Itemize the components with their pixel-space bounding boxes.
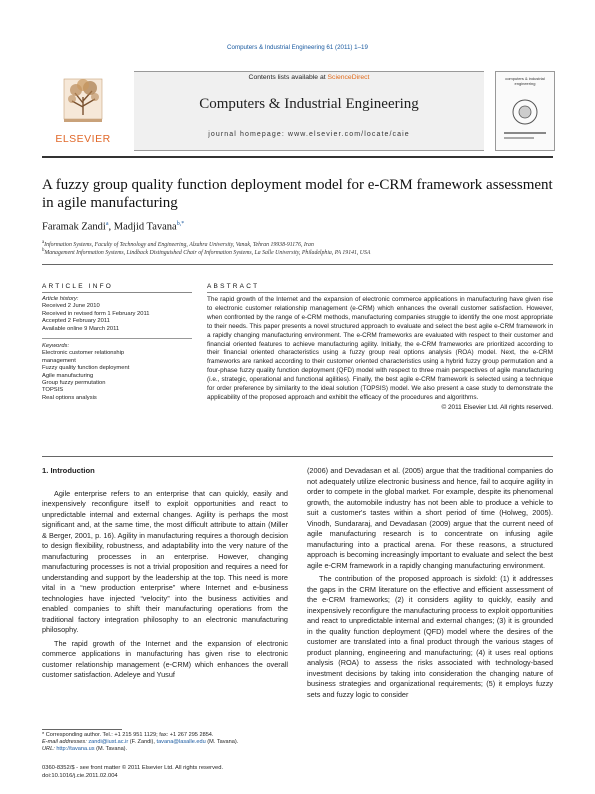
body-paragraph: The rapid growth of the Internet and the expansion of electronic commerce applications in manufacturing has given rise to electronic customer relationship management (e-CRM) which enhances the overall customer satisfaction. Adeleye and Yusuf (42, 638, 288, 679)
info-divider (42, 338, 192, 339)
keyword-item: Group fuzzy permutation (42, 380, 106, 387)
sciencedirect-link[interactable]: ScienceDirect (327, 74, 370, 81)
footnote (42, 732, 288, 753)
abstract-heading-rule (207, 292, 553, 293)
body-divider (42, 456, 553, 457)
section-divider (42, 264, 553, 265)
email-label: E-mail addresses: (42, 739, 89, 745)
journal-header (42, 71, 553, 149)
info-heading-rule (42, 292, 192, 293)
journal-reference[interactable]: Computers & Industrial Engineering 61 (2011) 1–19 (227, 44, 368, 51)
history-label: Article history: (42, 296, 79, 302)
affiliation-a (42, 240, 553, 248)
author-name[interactable]: Madjid Tavana (113, 221, 177, 233)
body-paragraph: (2006) and Devadasan et al. (2005) argue that the traditional companies do not adequately utilize electronic business and hence, fail to acquire agility in order to compete in the global market. For example, despite its phenomenal growth, the automobile industry has not been able to produce a vehicle to suit a customer's tastes within a short period of time (Holweg, 2005). Vinodh, Sundararaj, and Devadasan (2009) argue that the current need of agile manufacturing research is to concentrate on infusing agile manufacturing into a practical arena. For these reasons, a structured approach is becoming increasingly important to evaluate and select the best agile e-CRM framework in a rapidly changing manufacturing environment. (307, 466, 553, 570)
affiliation-marker: b (42, 248, 45, 253)
article-info-heading: ARTICLE INFO (42, 283, 114, 290)
header-divider (42, 156, 553, 158)
history-item: Received 2 June 2010 (42, 303, 100, 310)
affiliation-b (42, 248, 553, 256)
keyword-item: Agile manufacturing (42, 372, 94, 379)
doi-link[interactable]: doi:10.1016/j.cie.2011.02.004 (42, 773, 118, 779)
footnote-rule (42, 729, 122, 730)
corresponding-author: * Corresponding author. Tel.: +1 215 951 1129; fax: +1 267 295 2854. (42, 732, 214, 738)
elsevier-logo (42, 75, 124, 145)
elsevier-tree-icon (42, 75, 124, 131)
abstract-text: The rapid growth of the Internet and the expansion of electronic commerce applications in manufacturing have given rise to electronic customer relationship management (e-CRM) which enhances the overall customer satisfaction. However, when confronted by the range of e-CRM methods, manufacturing companies struggle to identify the one most appropriate to their needs. This paper presents a novel structured approach to evaluate and select the best agile e-CRM framework in a rapidly changing manufacturing environment. The e-CRM frameworks are evaluated with respect to their customer and financial oriented features to achieve manufacturing agility. Initially, the e-CRM frameworks are prioritized according to their financial oriented characteristics using a fuzzy group real options analysis (ROA) model. Next, the e-CRM frameworks are ranked according to their customer oriented characteristics using a hybrid fuzzy group permutation and a four-phase fuzzy quality function deployment (QFD) model with respect to three main perspectives of agile manufacturing (i.e., strategic, operational and functional agilities). Finally, the best agile e-CRM framework is selected using a technique for order preference by similarity to the ideal solution (TOPSIS) model. We also present a case study to demonstrate the applicability of the proposed approach and exhibit the efficacy of the procedures and algorithms. (207, 296, 553, 401)
section-heading: 1. Introduction (42, 466, 95, 475)
article-info (42, 296, 192, 402)
email-link[interactable]: zandi@iust.ac.ir (88, 739, 129, 745)
author-name[interactable]: Faramak Zandi (42, 221, 106, 233)
issn-line: 0360-8352/$ - see front matter © 2011 Elsevier Ltd. All rights reserved. (42, 765, 224, 771)
affiliation-marker[interactable]: a (105, 221, 109, 227)
affiliation-marker[interactable]: b,* (176, 221, 185, 227)
email-link[interactable]: tavana@lasalle.edu (156, 739, 206, 745)
article-title: A fuzzy group quality function deployment model for e-CRM framework assessment in agile manufacturing (42, 177, 553, 211)
cover-title: computers & industrial engineering (505, 76, 545, 86)
history-item: Accepted 2 February 2011 (42, 318, 110, 325)
keyword-item: Fuzzy quality function deployment (42, 365, 130, 372)
abstract (207, 296, 553, 411)
abstract-heading: ABSTRACT (207, 283, 260, 290)
publisher-name: ELSEVIER (55, 133, 111, 145)
keyword-item: Electronic customer relationship (42, 350, 125, 357)
url-label: URL: (42, 746, 57, 752)
body-paragraph: Agile enterprise refers to an enterprise that can quickly, easily and inexpensively reconfigure itself to exploit opportunities and react to unpredictable internal and external changes. Agility is perhaps the most significant and, at the same time, the most difficult attribute to attain (Miller & Berger, 2001, p. 16). Agility in manufacturing requires a thorough decision to design flexibility, robustness, and adaptability into the very nature of the manufacturing processes in an enterprise. However, changing manufacturing processes is not a trivial proposition and requires a need for understanding and support by the leadership at the top. This need is more vital in a “new production enterprise” where Internet and e-business technologies have injected “velocity” into the business activities and enabled companies to shift their manufacturing operations from the traditional factory integration philosophy to an electronic manufacturing philosophy. (42, 488, 288, 634)
keyword-item: Real options analysis (42, 394, 97, 401)
email-owner: (F. Zandi), (128, 739, 157, 745)
keyword-item: management (42, 357, 76, 364)
url-owner: (M. Tavana). (94, 746, 128, 752)
contents-line (134, 74, 484, 81)
body-right-column (307, 466, 553, 703)
abstract-copyright: © 2011 Elsevier Ltd. All rights reserved. (441, 403, 553, 411)
author-separator: , (108, 221, 114, 233)
body-paragraph: The contribution of the proposed approach is sixfold: (1) it addresses the gaps in the CRM literature on the effective and efficient assessment of the e-CRM frameworks; (2) it considers agility to quickly, easily and inexpensively reconfigure the manufacturing process to exploit opportunities and react to unpredictable internal and external changes; (3) it is grounded in the quality function deployment (QFD) model where the desires of the customer are translated into a final product through the various stages of product planning, engineering and manufacturing; (4) it uses real options analysis (ROA) to assess the risks associated with technology-based investment decisions by taking into consideration the changing nature of business strategies and organizational requirements; (5) it employs fuzzy sets and fuzzy logic to consider (307, 574, 553, 699)
email-owner: (M. Tavana). (205, 739, 239, 745)
article-history (42, 296, 192, 333)
header-band (134, 71, 484, 151)
affiliation-text: Management Information Systems, Lindback Distinguished Chair of Information Systems, La Salle University, Philadelphia, PA 19141, USA (44, 249, 371, 256)
keywords (42, 343, 192, 402)
history-item: Available online 9 March 2011 (42, 325, 120, 332)
keyword-item: TOPSIS (42, 387, 64, 394)
journal-homepage[interactable]: journal homepage: www.elsevier.com/locate/caie (208, 131, 410, 138)
keywords-label: Keywords: (42, 343, 70, 350)
journal-cover-image (495, 71, 555, 151)
affiliation-marker: a (42, 240, 45, 245)
affiliation-text: Information Systems, Faculty of Technology and Engineering, Alzahra University, Vanak, Tehran 19938-91176, Iran (44, 241, 314, 248)
body-left-column (42, 466, 288, 684)
journal-title: Computers & Industrial Engineering (199, 96, 419, 112)
history-item: Received in revised form 1 February 2011 (42, 310, 150, 317)
email-line (42, 739, 288, 746)
url-link[interactable]: http://tavana.us (56, 746, 95, 752)
cover-graphic-icon (496, 90, 554, 150)
url-line (42, 746, 288, 753)
author-list (42, 221, 184, 233)
contents-prefix: Contents lists available at (248, 74, 328, 81)
